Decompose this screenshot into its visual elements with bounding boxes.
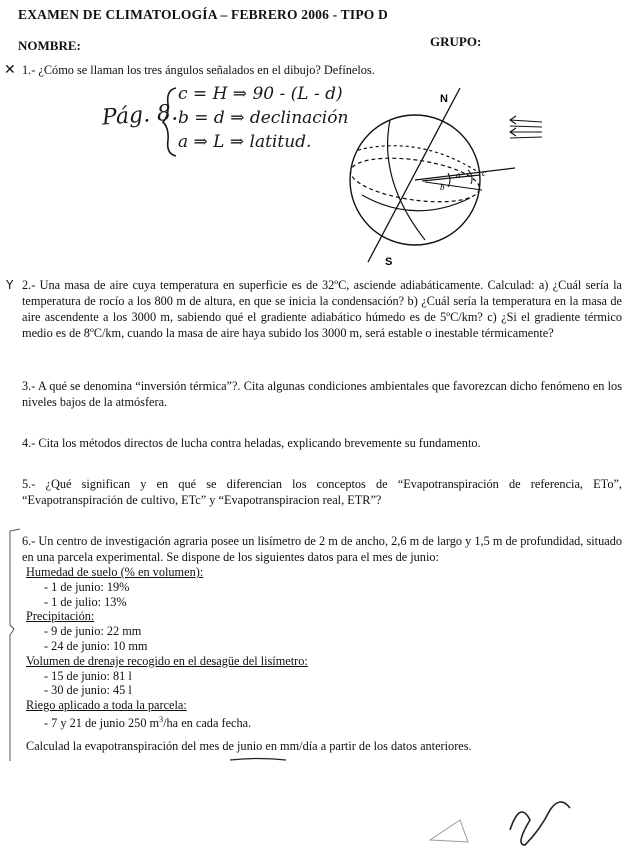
- handwritten-scribble: [420, 790, 580, 848]
- celestial-sphere-diagram: [330, 80, 545, 270]
- question-6-intro: 6.- Un centro de investigación agraria posee un lisímetro de 2 m de ancho, 2,6 m de largo y 1,5 m de profundidad, situado en una parcela experimental. Se dispone de los siguientes datos para el mes de junio:: [22, 534, 622, 564]
- riego-heading: Riego aplicado a toda la parcela:: [26, 698, 187, 713]
- cross-mark-q1: ✕: [4, 62, 16, 78]
- handwritten-line-c: c = H ⇒ 90 - (L - d): [178, 84, 343, 104]
- handwritten-line-b: b = d ⇒ declinación: [178, 108, 349, 128]
- label-angle-b: b: [440, 182, 445, 192]
- question-5: 5.- ¿Qué significan y en qué se diferencian los conceptos de “Evapotranspiración de referencia, ETo”, “Evapotranspiración de cultivo, ETc” y “Evapotranspiracion real, ETR”?: [22, 477, 622, 507]
- question-6-final: Calculad la evapotranspiración del mes de junio en mm/día a partir de los datos anteriores.: [26, 739, 472, 753]
- question-2: 2.- Una masa de aire cuya temperatura en superficie es de 32ºC, asciende adiabáticamente. Calculad: a) ¿Cuál sería la temperatura de rocío a los 800 m de altura, en que se inicia la condensación? b) ¿Cuál sería la temperatura en la masa de aire ascendente a los 3000 m, sabiendo qué el gradiente adiabático húmedo es de 5ºC/km? c) ¿Si el gradiente térmico medio es de 8ºC/km, cuando la masa de aire haya subido los 3000 m, será estable o inestable térmicamente?: [22, 278, 622, 340]
- handwritten-line-a: a ⇒ L ⇒ latitud.: [178, 132, 312, 152]
- check-mark-q2: Y: [6, 278, 14, 292]
- riego-superscript: 3: [159, 714, 164, 724]
- humedad-item-1: - 1 de junio: 19%: [44, 579, 130, 594]
- label-north: N: [440, 93, 448, 105]
- drenaje-item-2: - 30 de junio: 45 l: [44, 683, 132, 698]
- label-angle-a: a: [456, 170, 461, 180]
- label-angle-c: c: [482, 168, 486, 178]
- q6-data-block: [26, 565, 586, 731]
- humedad-item-2: - 1 de julio: 13%: [44, 594, 127, 609]
- precipitacion-item-2: - 24 de junio: 10 mm: [44, 638, 148, 653]
- nombre-label: NOMBRE:: [18, 38, 81, 53]
- riego-prefix: - 7 y 21 de junio 250 m: [44, 716, 160, 731]
- riego-item: [26, 713, 586, 731]
- drenaje-heading: Volumen de drenaje recogido en el desagüe del lisímetro:: [26, 653, 308, 668]
- handwritten-underline: [228, 756, 288, 764]
- exam-title: EXAMEN DE CLIMATOLOGÍA – FEBRERO 2006 - TIPO D: [18, 7, 388, 22]
- handwritten-brace: [160, 86, 180, 158]
- precipitacion-heading: Precipitación:: [26, 609, 95, 624]
- drenaje-item-1: - 15 de junio: 81 l: [44, 668, 132, 683]
- handwritten-page-ref: Pág. 8.: [101, 100, 179, 131]
- grupo-label: GRUPO:: [430, 34, 482, 49]
- precipitacion-item-1: - 9 de junio: 22 mm: [44, 624, 142, 639]
- humedad-heading: Humedad de suelo (% en volumen):: [26, 565, 204, 579]
- question-4: 4.- Cita los métodos directos de lucha contra heladas, explicando brevemente su fundamento.: [22, 436, 481, 450]
- question-1: 1.- ¿Cómo se llaman los tres ángulos señalados en el dibujo? Defínelos.: [22, 63, 375, 77]
- riego-suffix: /ha en cada fecha.: [163, 716, 252, 731]
- label-south: S: [385, 256, 393, 268]
- q6-bracket-mark: [4, 525, 24, 765]
- question-3: 3.- A qué se denomina “inversión térmica”?. Cita algunas condiciones ambientales que favorezcan dicho fenómeno en los niveles bajos de la atmósfera.: [22, 379, 622, 409]
